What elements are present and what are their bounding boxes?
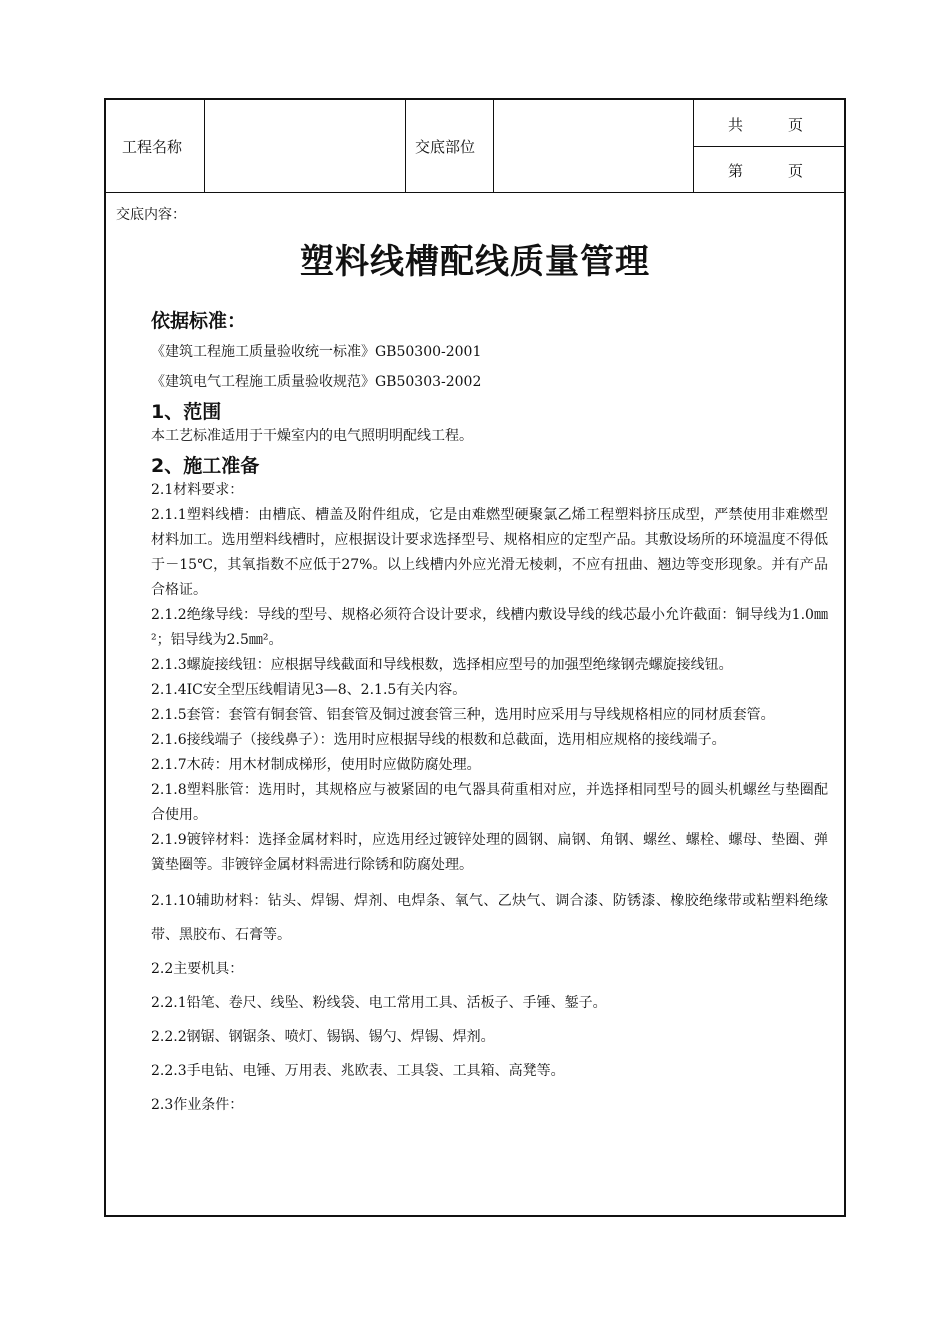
section1-text: 本工艺标准适用于干燥室内的电气照明明配线工程。 bbox=[151, 428, 473, 444]
section1-heading: 1、范围 bbox=[151, 401, 222, 423]
paragraph: 2.1.8塑料胀管：选用时，其规格应与被紧固的电气器具荷重相对应，并选择相同型号的圆头机螺丝与垫圈配合使用。 bbox=[151, 782, 828, 823]
paragraph: 2.1.6接线端子（接线鼻子）：选用时应根据导线的根数和总截面，选用相应规格的接线端子。 bbox=[151, 732, 726, 748]
standard-item: 《建筑工程施工质量验收统一标准》GB50300-2001 bbox=[151, 344, 482, 360]
location-label: 交底部位 bbox=[415, 138, 476, 156]
basis-heading: 依据标准： bbox=[151, 310, 247, 332]
paragraph: 2.2.1铅笔、卷尺、线坠、粉线袋、电工常用工具、活板子、手锤、錾子。 bbox=[151, 995, 607, 1011]
paragraph: 2.1材料要求： bbox=[151, 482, 244, 498]
header-divider-2 bbox=[405, 100, 406, 192]
body-text bbox=[151, 306, 828, 1122]
section2-heading: 2、施工准备 bbox=[151, 455, 260, 477]
page-cell-divider bbox=[693, 146, 844, 147]
paragraph: 2.1.7木砖：用木材制成梯形，使用时应做防腐处理。 bbox=[151, 757, 481, 773]
paragraph: 2.1.2绝缘导线：导线的型号、规格必须符合设计要求，线槽内敷设导线的线芯最小允许截面：铜导线为1.0㎜²；铝导线为2.5㎜²。 bbox=[151, 607, 828, 648]
document-title: 塑料线槽配线质量管理 bbox=[300, 242, 650, 282]
paragraph: 2.1.4IC安全型压线帽请见3—8、2.1.5有关内容。 bbox=[151, 682, 467, 698]
header-divider-3 bbox=[493, 100, 494, 192]
paragraph: 2.1.3螺旋接线钮：应根据导线截面和导线根数，选择相应型号的加强型绝缘钢壳螺旋接线钮。 bbox=[151, 657, 733, 673]
paragraph: 2.1.10辅助材料：钻头、焊锡、焊剂、电焊条、氧气、乙炔气、调合漆、防锈漆、橡胶绝缘带或粘塑料绝缘带、黑胶布、石膏等。 bbox=[151, 893, 828, 943]
header-bottom-border bbox=[106, 192, 844, 193]
paragraph: 2.3作业条件： bbox=[151, 1097, 244, 1113]
project-name-label: 工程名称 bbox=[122, 138, 183, 156]
intro-label: 交底内容： bbox=[116, 207, 186, 223]
paragraph: 2.2.3手电钻、电锤、万用表、兆欧表、工具袋、工具箱、高凳等。 bbox=[151, 1063, 565, 1079]
header-divider-1 bbox=[204, 100, 205, 192]
paragraph: 2.1.9镀锌材料：选择金属材料时，应选用经过镀锌处理的圆钢、扁钢、角钢、螺丝、螺栓、螺母、垫圈、弹簧垫圈等。非镀锌金属材料需进行除锈和防腐处理。 bbox=[151, 832, 828, 873]
total-pages: 共 页 bbox=[728, 116, 804, 134]
paragraph: 2.2主要机具： bbox=[151, 961, 244, 977]
standard-item: 《建筑电气工程施工质量验收规范》GB50303-2002 bbox=[151, 374, 482, 390]
paragraph: 2.1.1塑料线槽：由槽底、槽盖及附件组成，它是由难燃型硬聚氯乙烯工程塑料挤压成型，严禁使用非难燃型材料加工。选用塑料线槽时，应根据设计要求选择型号、规格相应的定型产品。其敷设场所的环境温度不得低于－15℃，其氧指数不应低于27%。以上线槽内外应光滑无棱刺，不应有扭曲、翘边等变形现象。并有产品合格证。 bbox=[151, 507, 828, 598]
paragraph: 2.2.2钢锯、钢锯条、喷灯、锡锅、锡勺、焊锡、焊剂。 bbox=[151, 1029, 495, 1045]
paragraph: 2.1.5套管：套管有铜套管、铝套管及铜过渡套管三种，选用时应采用与导线规格相应的同材质套管。 bbox=[151, 707, 775, 723]
content-area bbox=[106, 194, 844, 1215]
document-frame bbox=[104, 98, 846, 1217]
page-number: 第 页 bbox=[728, 162, 804, 180]
